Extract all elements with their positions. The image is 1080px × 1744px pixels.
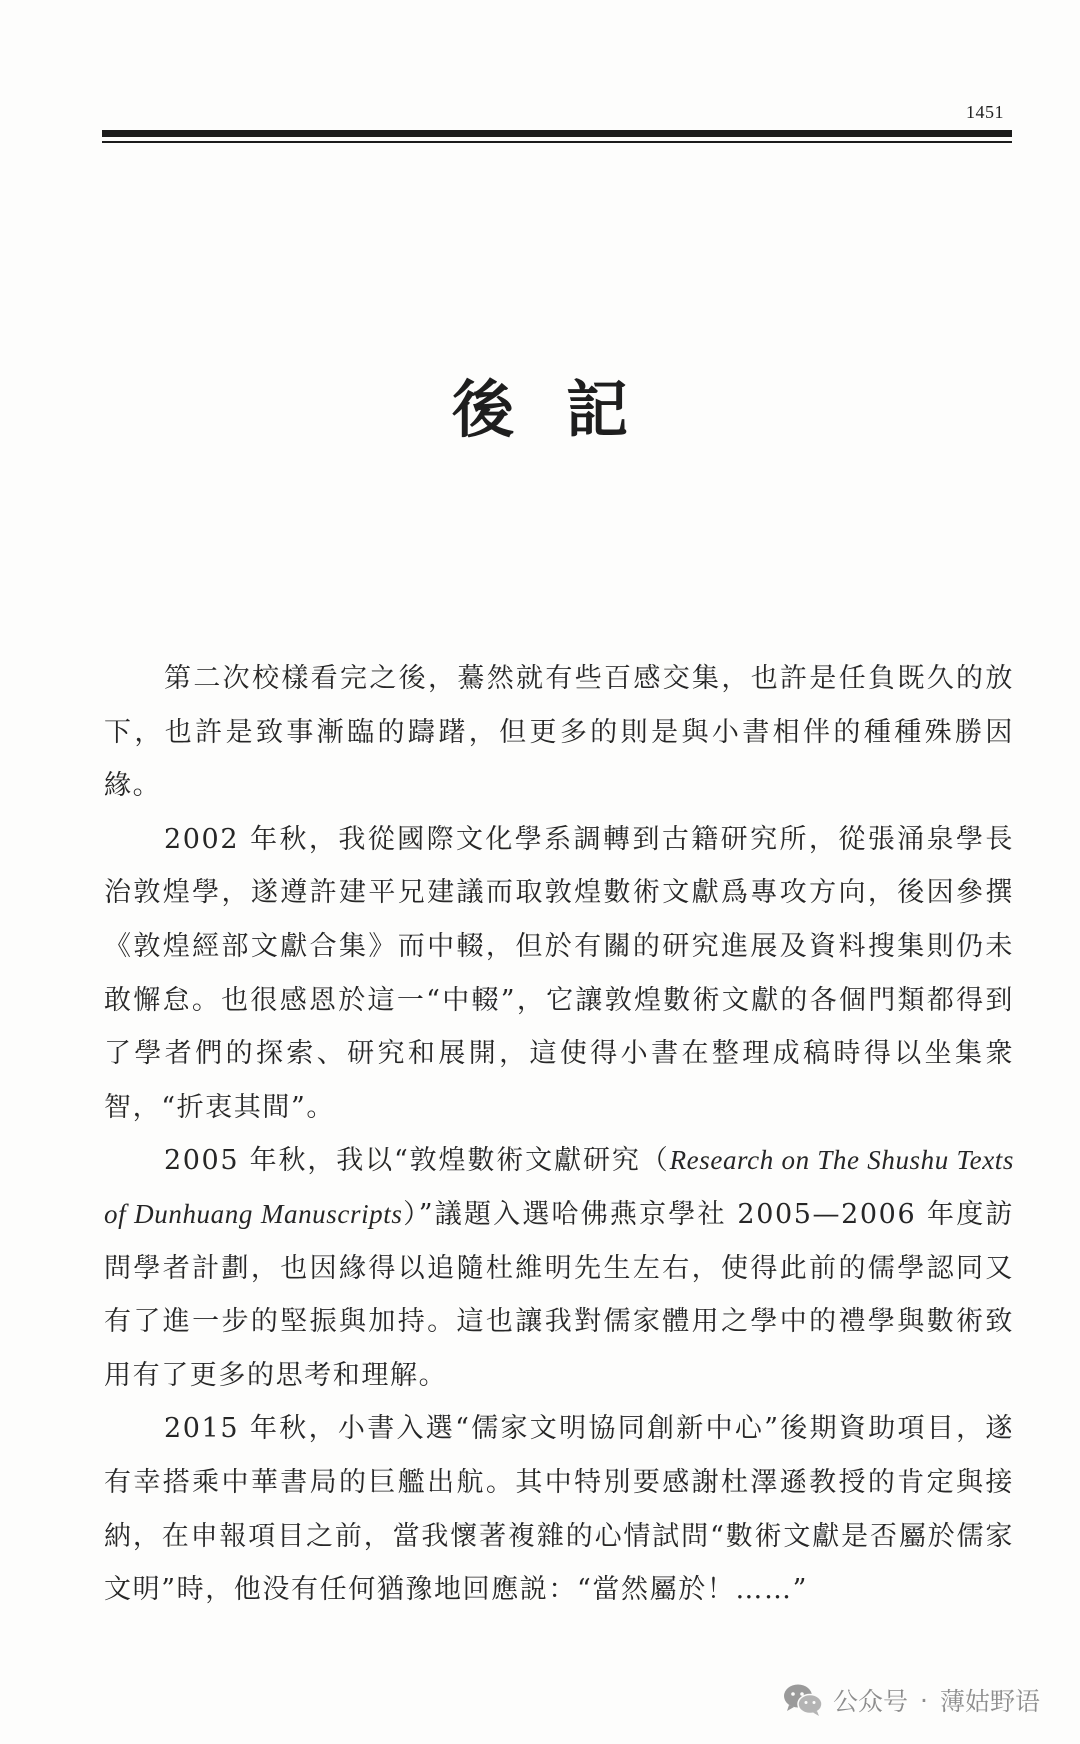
page-number: 1451 xyxy=(966,102,1004,122)
paragraph-4: 2015 年秋，小書入選“儒家文明協同創新中心”後期資助項目，遂有幸搭乘中華書局的巨艦出航。其中特別要感謝杜澤遜教授的肯定與接納，在申報項目之前，當我懷著複雜的心情試問“數術文獻是否屬於儒家文明”時，他没有任何猶豫地回應説：“當然屬於！……” xyxy=(104,1413,1014,1606)
watermark-label: 公众号 xyxy=(833,1687,909,1716)
watermark-account: 薄姑野语 xyxy=(939,1687,1040,1716)
watermark xyxy=(783,1682,1040,1718)
paragraph-3-part-b: ）”議題入選哈佛燕京學社 2005—2006 年度訪問學者計劃，也因緣得以追隨杜維明先生左右，使得此前的儒學認同又有了進一步的堅振與加持。這也讓我對儒家體用之學中的禮學與數術致用有了更多的思考和理解。 xyxy=(104,1198,1014,1391)
watermark-separator: · xyxy=(920,1685,928,1715)
header-rule-thin xyxy=(102,141,1012,143)
english-title: Research on The Shushu Texts of Dunhuang Manuscripts xyxy=(104,1145,1014,1229)
header-rule-thick xyxy=(102,130,1012,137)
wechat-icon xyxy=(783,1683,823,1717)
paragraph-2: 2002 年秋，我從國際文化學系調轉到古籍研究所，從張涌泉學長治敦煌學，遂遵許建平兄建議而取敦煌數術文獻爲專攻方向，後因參撰《敦煌經部文獻合集》而中輟，但於有關的研究進展及資料搜集則仍未敢懈怠。也很感恩於這一“中輟”，它讓敦煌數術文獻的各個門類都得到了學者們的探索、研究和展開，這使得小書在整理成稿時得以坐集衆智，“折衷其間”。 xyxy=(104,823,1014,1123)
page-title xyxy=(0,360,1080,449)
paragraph-3 xyxy=(104,1134,1014,1402)
paragraph-1: 第二次校樣看完之後，驀然就有些百感交集，也許是任負既久的放下，也許是致事漸臨的躊躇，但更多的則是與小書相伴的種種殊勝因緣。 xyxy=(104,663,1014,802)
title-char-1: 後 xyxy=(451,373,514,446)
title-char-2: 記 xyxy=(566,373,629,446)
body-text xyxy=(104,652,1014,1617)
paragraph-3-part-a: 2005 年秋，我以“敦煌數術文獻研究（ xyxy=(164,1145,670,1177)
